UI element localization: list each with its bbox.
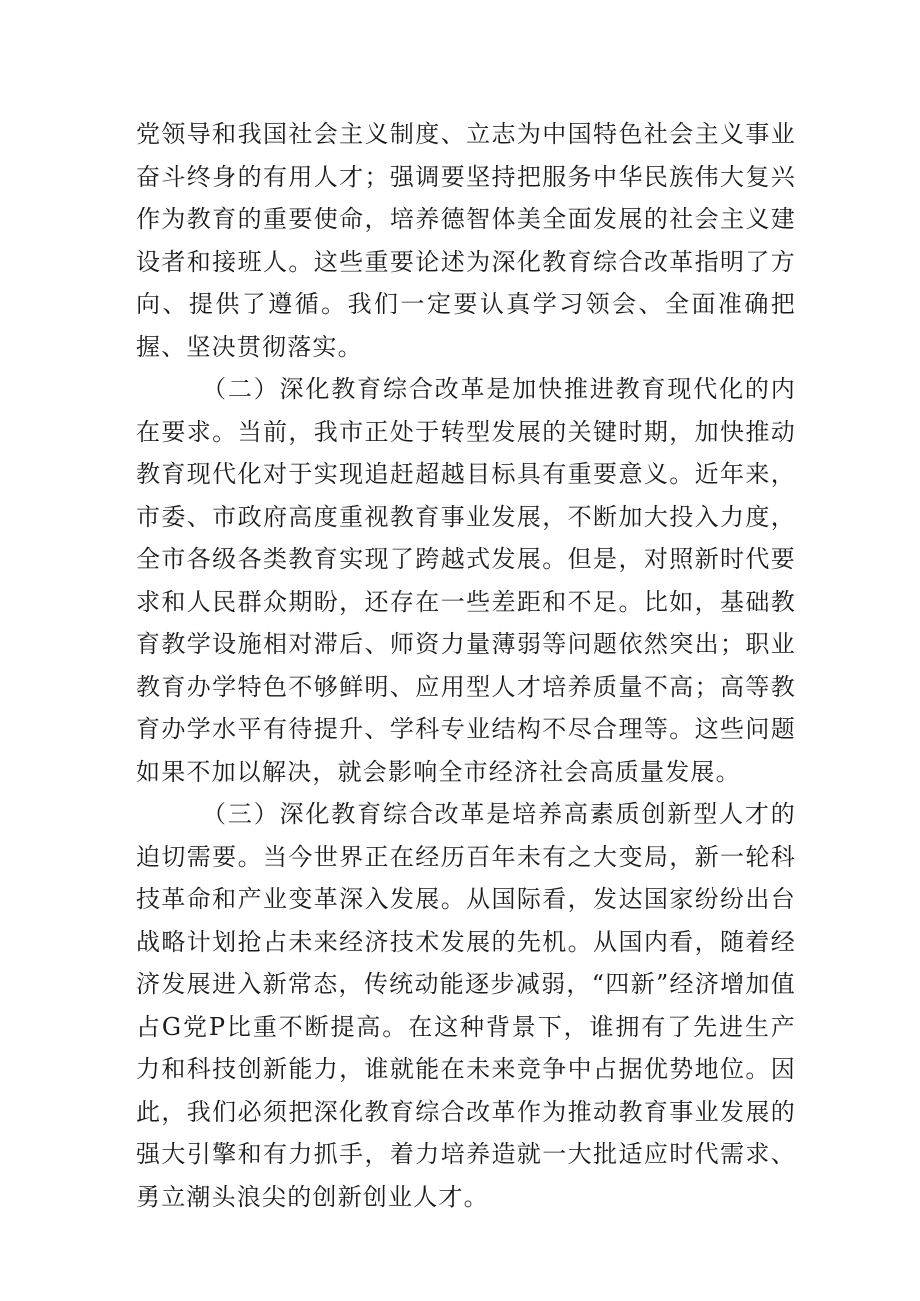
document-page <box>136 113 796 1218</box>
paragraph-section-two: （二）深化教育综合改革是加快推进教育现代化的内在要求。当前，我市正处于转型发展的关键时期，加快推动教育现代化对于实现追赶超越目标具有重要意义。近年来，市委、市政府高度重视教育事业发展，不断加大投入力度，全市各级各类教育实现了跨越式发展。但是，对照新时代要求和人民群众期盼，还存在一些差距和不足。比如，基础教育教学设施相对滞后、师资力量薄弱等问题依然突出；职业教育办学特色不够鲜明、应用型人才培养质量不高；高等教育办学水平有待提升、学科专业结构不尽合理等。这些问题如果不加以解决，就会影响全市经济社会高质量发展。 <box>136 375 796 786</box>
paragraph-continuation: 党领导和我国社会主义制度、立志为中国特色社会主义事业奋斗终身的有用人才；强调要坚持把服务中华民族伟大复兴作为教育的重要使命，培养德智体美全面发展的社会主义建设者和接班人。这些重要论述为深化教育综合改革指明了方向、提供了遵循。我们一定要认真学习领会、全面准确把握、坚决贯彻落实。 <box>136 120 796 361</box>
paragraph-section-three: （三）深化教育综合改革是培养高素质创新型人才的迫切需要。当今世界正在经历百年未有之大变局，新一轮科技革命和产业变革深入发展。从国际看，发达国家纷纷出台战略计划抢占未来经济技术发展的先机。从国内看，随着经济发展进入新常态，传统动能逐步减弱，“四新”经济增加值占G党P比重不断提高。在这种背景下，谁拥有了先进生产力和科技创新能力，谁就能在未来竞争中占据优势地位。因此，我们必须把深化教育综合改革作为推动教育事业发展的强大引擎和有力抓手，着力培养造就一大批适应时代需求、勇立潮头浪尖的创新创业人才。 <box>136 800 796 1211</box>
